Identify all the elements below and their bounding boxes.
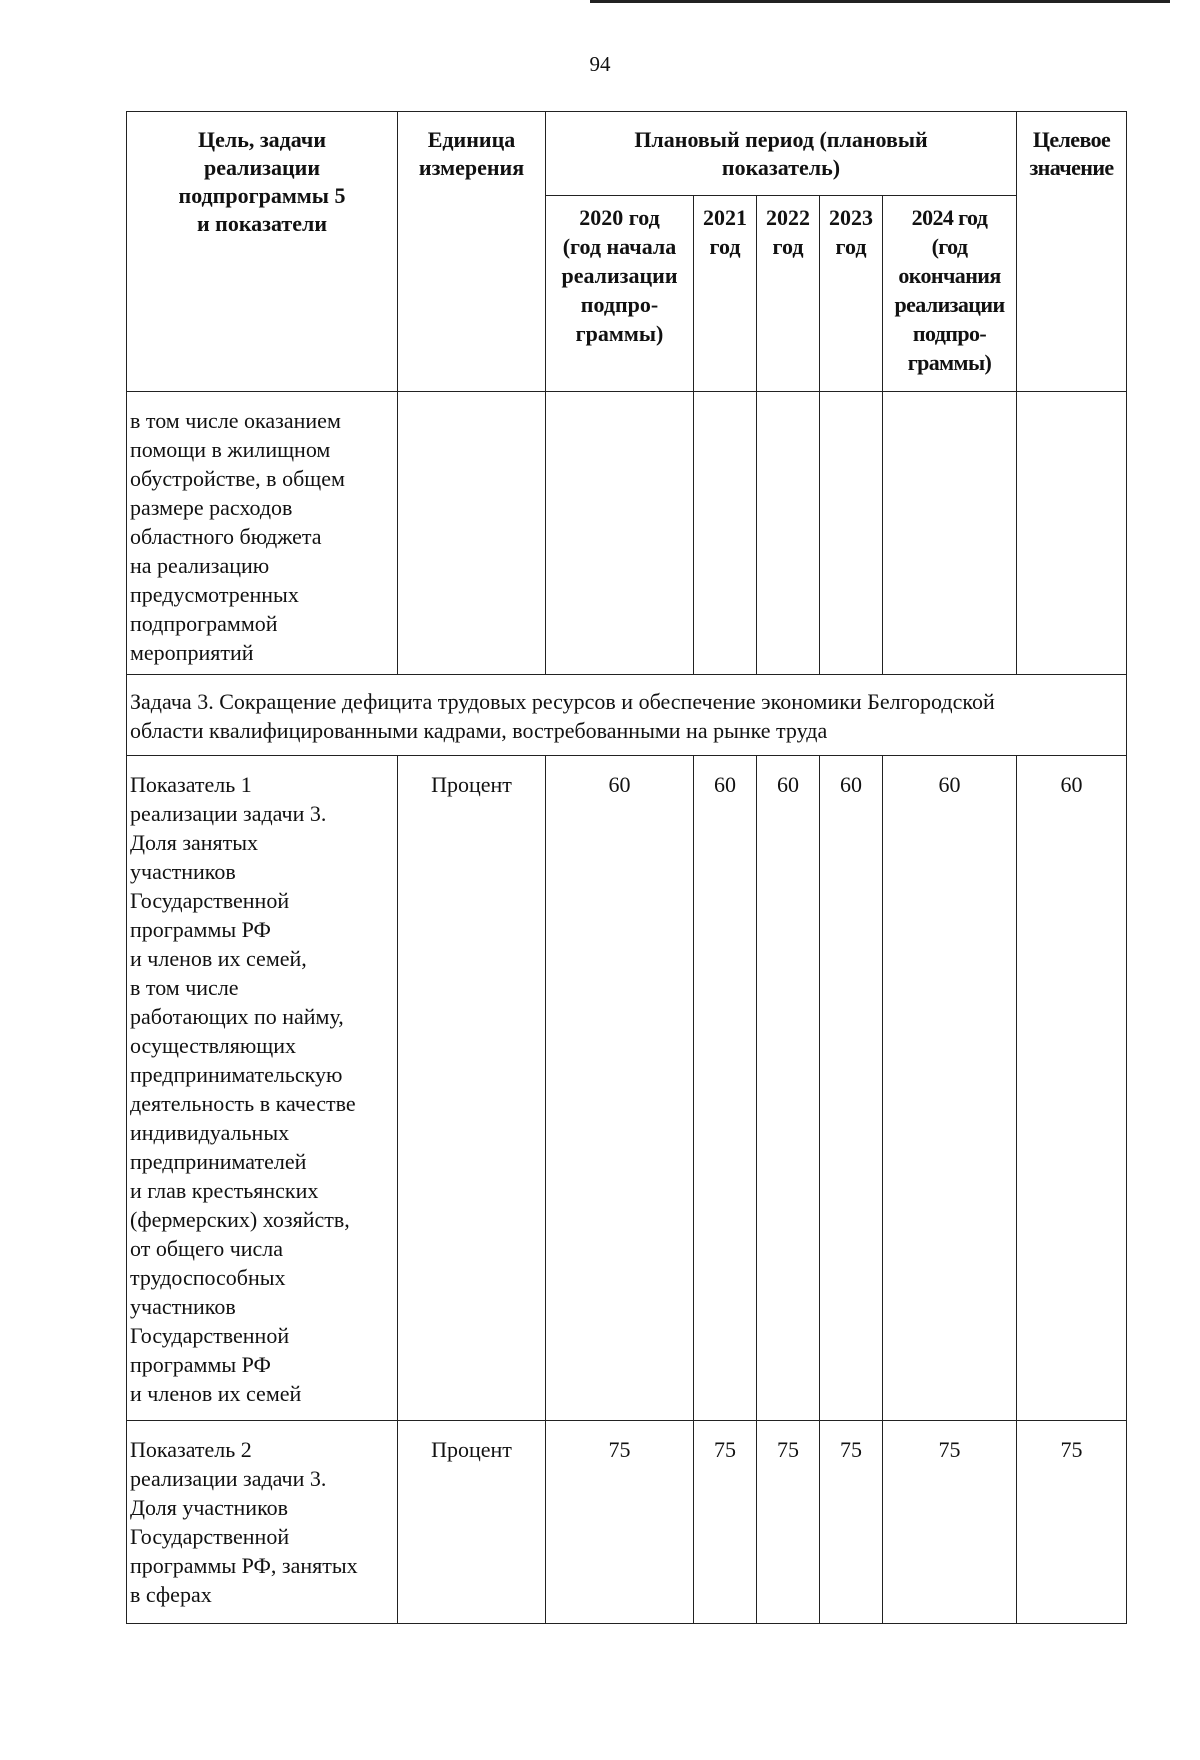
header-period: Плановый период (плановый показатель) <box>546 112 1017 196</box>
row-value-2022: 75 <box>757 1421 820 1624</box>
row-unit: Процент <box>398 756 546 1421</box>
table-row <box>127 1421 1127 1624</box>
row-value-target: 75 <box>1017 1421 1127 1624</box>
row-target-empty <box>1017 392 1127 675</box>
row-value-2020: 60 <box>546 756 694 1421</box>
header-year-2020: 2020 год (год начала реализации подпро- граммы) <box>546 196 694 392</box>
row-label: Показатель 2 реализации задачи 3. Доля участников Государственной программы РФ, занятых в сферах <box>127 1421 398 1624</box>
header-row-1 <box>127 112 1127 196</box>
row-value-2021: 75 <box>694 1421 757 1624</box>
header-year-2023: 2023 год <box>820 196 883 392</box>
row-value-2023: 60 <box>820 756 883 1421</box>
indicators-table <box>126 111 1127 1624</box>
row-value-2021: 60 <box>694 756 757 1421</box>
row-value-2024: 75 <box>883 1421 1017 1624</box>
row-2021-empty <box>694 392 757 675</box>
header-unit: Единица измерения <box>398 112 546 392</box>
task-row <box>127 675 1127 756</box>
row-value-2023: 75 <box>820 1421 883 1624</box>
header-year-2024: 2024 год (год окончания реализации подпро- граммы) <box>883 196 1017 392</box>
page-number: 94 <box>589 52 611 76</box>
row-unit: Процент <box>398 1421 546 1624</box>
row-2022-empty <box>757 392 820 675</box>
table-row <box>127 756 1127 1421</box>
header-year-2021: 2021 год <box>694 196 757 392</box>
row-label: Показатель 1 реализации задачи 3. Доля занятых участников Государственной программы РФ и членов их семей, в том числе работающих по найму, осуществляющих предпринимательскую деятельность в качестве индивидуальных предпринимателей и глав крестьянских (фермерских) хозяйств, от общего числа трудоспособных участников Государственной программы РФ и членов их семей <box>127 756 398 1421</box>
row-value-target: 60 <box>1017 756 1127 1421</box>
row-unit-empty <box>398 392 546 675</box>
task-3-text: Задача 3. Сокращение дефицита трудовых ресурсов и обеспечение экономики Белгородской области квалифицированными кадрами, востребованными на рынке труда <box>127 675 1127 756</box>
row-2024-empty <box>883 392 1017 675</box>
header-target: Целевое значение <box>1017 112 1127 392</box>
row-value-2022: 60 <box>757 756 820 1421</box>
header-year-2022: 2022 год <box>757 196 820 392</box>
row-2023-empty <box>820 392 883 675</box>
table-row <box>127 392 1127 675</box>
row-value-2020: 75 <box>546 1421 694 1624</box>
top-rule <box>590 0 1170 3</box>
row-value-2024: 60 <box>883 756 1017 1421</box>
row-2020-empty <box>546 392 694 675</box>
row-label: в том числе оказанием помощи в жилищном обустройстве, в общем размере расходов областного бюджета на реализацию предусмотренных подпрограммой мероприятий <box>127 392 398 675</box>
header-goal: Цель, задачи реализации подпрограммы 5 и показатели <box>127 112 398 392</box>
